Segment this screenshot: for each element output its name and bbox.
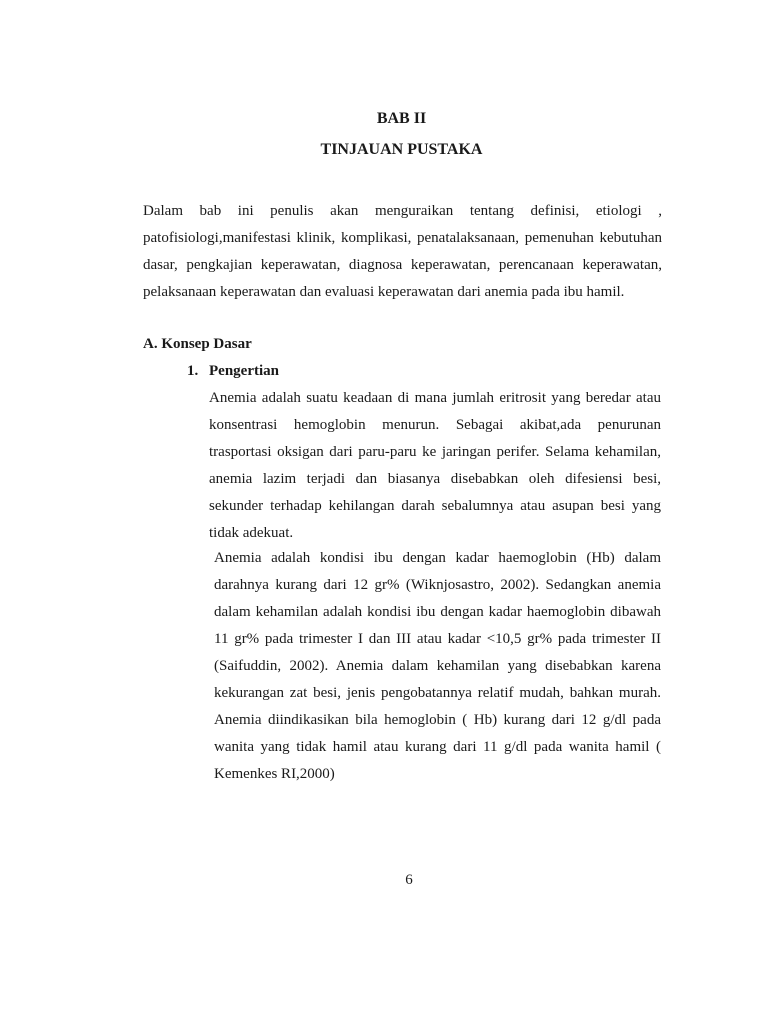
paragraph-line: trasportasi oksigan dari paru-paru ke jaringan perifer. Selama kehamilan, — [209, 444, 661, 460]
paragraph-line: Anemia adalah suatu keadaan di mana jumlah eritrosit yang beredar atau — [209, 390, 661, 406]
paragraph-line: dalam kehamilan adalah kondisi ibu dengan kadar haemoglobin dibawah — [214, 604, 661, 620]
paragraph-line: konsentrasi hemoglobin menurun. Sebagai akibat,ada penurunan — [209, 417, 661, 433]
section-heading: A. Konsep Dasar — [143, 336, 252, 352]
paragraph-line: sekunder terhadap kehilangan darah sebalumnya atau asupan besi yang — [209, 498, 661, 514]
subsection-number: 1. — [187, 363, 199, 379]
paragraph-line: Kemenkes RI,2000) — [214, 766, 335, 782]
intro-line: patofisiologi,manifestasi klinik, komplikasi, penatalaksanaan, pemenuhan kebutuhan — [143, 230, 662, 246]
definition-paragraph-1 — [209, 385, 661, 547]
paragraph-line: Anemia diindikasikan bila hemoglobin ( Hb) kurang dari 12 g/dl pada — [214, 712, 661, 728]
chapter-number: BAB II — [376, 110, 427, 127]
intro-paragraph — [143, 198, 662, 306]
paragraph-line: anemia lazim terjadi dan biasanya disebabkan oleh difesiensi besi, — [209, 471, 661, 487]
intro-line: Dalam bab ini penulis akan menguraikan tentang definisi, etiologi , — [143, 203, 662, 219]
paragraph-line: kekurangan zat besi, jenis pengobatannya relatif mudah, bahkan murah. — [214, 685, 661, 701]
intro-line: pelaksanaan keperawatan dan evaluasi keperawatan dari anemia pada ibu hamil. — [143, 284, 625, 300]
paragraph-line: tidak adekuat. — [209, 525, 294, 541]
paragraph-line: (Saifuddin, 2002). Anemia dalam kehamilan yang disebabkan karena — [214, 658, 661, 674]
chapter-title: TINJAUAN PUSTAKA — [320, 141, 483, 158]
intro-line: dasar, pengkajian keperawatan, diagnosa keperawatan, perencanaan keperawatan, — [143, 257, 662, 273]
paragraph-line: Anemia adalah kondisi ibu dengan kadar haemoglobin (Hb) dalam — [214, 550, 661, 566]
page-number: 6 — [405, 872, 413, 888]
paragraph-line: wanita yang tidak hamil atau kurang dari 11 g/dl pada wanita hamil ( — [214, 739, 661, 755]
subsection-heading — [187, 363, 279, 380]
paragraph-line: 11 gr% pada trimester I dan III atau kadar <10,5 gr% pada trimester II — [214, 631, 661, 647]
definition-paragraph-2 — [214, 545, 661, 788]
subsection-title: Pengertian — [209, 363, 279, 379]
paragraph-line: darahnya kurang dari 12 gr% (Wiknjosastro, 2002). Sedangkan anemia — [214, 577, 661, 593]
